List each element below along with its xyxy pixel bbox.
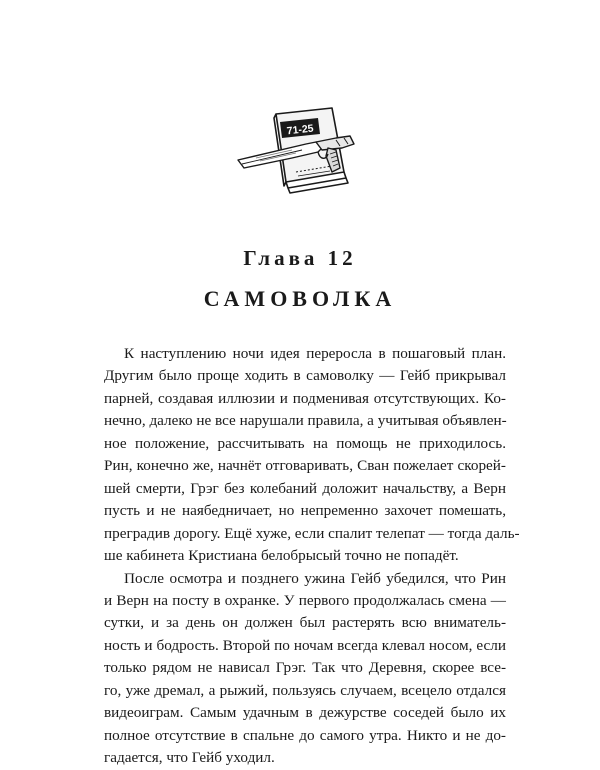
- text-line: К наступлению ночи идея переросла в пошаговый план.: [124, 345, 506, 362]
- text-line: шей смерти, Грэг без колебаний доложит начальству, а Верн: [104, 479, 506, 497]
- text-line: парней, создавая иллюзии и подменивая отсутствующих. Ко-: [104, 389, 506, 407]
- text-line: го, уже дремал, а рыжий, пользуясь случаем, всецело отдался: [104, 681, 506, 699]
- paragraph: [104, 343, 520, 568]
- text-line: пусть и не наябедничает, но непременно захочет помешать,: [104, 502, 506, 520]
- pistol-on-book-illustration: [232, 98, 372, 198]
- text-line: нечно, далеко не все нарушали правила, а учитывая объявлен-: [104, 412, 507, 430]
- text-line: преградив дорогу. Ещё хуже, если спалит телепат — тогда даль-: [104, 524, 520, 542]
- chapter-title: САМОВОЛКА: [203, 286, 397, 311]
- text-line: ное положение, рассчитывать на помощь не приходилось.: [104, 434, 506, 452]
- text-line: ше кабинета Кристиана белобрысый точно не попадёт.: [104, 547, 459, 565]
- text-line: Другим было проще ходить в самоволку — Гейб прикрывал: [104, 367, 506, 385]
- text-line: ность и бодрость. Второй по ночам всегда клевал носом, если: [104, 636, 506, 654]
- text-line: сутки, и за день он должен был растерять всю вниматель-: [104, 614, 506, 632]
- text-line: и Верн на посту в охранке. У первого продолжалась смена —: [104, 591, 506, 609]
- text-line: только рядом не нависал Грэг. Так что Деревня, скорее все-: [104, 659, 506, 677]
- text-line: После осмотра и позднего ужина Гейб убедился, что Рин: [124, 569, 506, 587]
- text-line: полное отсутствие в спальне до самого утра. Никто и не до-: [104, 726, 506, 744]
- text-line: Рин, конечно же, начнёт отговаривать, Сван пожелает скорей-: [104, 457, 506, 475]
- plate-number: 71-25: [286, 122, 315, 138]
- chapter-label: Глава 12: [243, 246, 357, 270]
- paragraph: [104, 568, 506, 770]
- body-text: [104, 343, 520, 770]
- text-line: гадается, что Гейб уходил.: [104, 749, 275, 767]
- text-line: видеоиграм. Самым удачным в дежурстве соседей было их: [104, 704, 506, 722]
